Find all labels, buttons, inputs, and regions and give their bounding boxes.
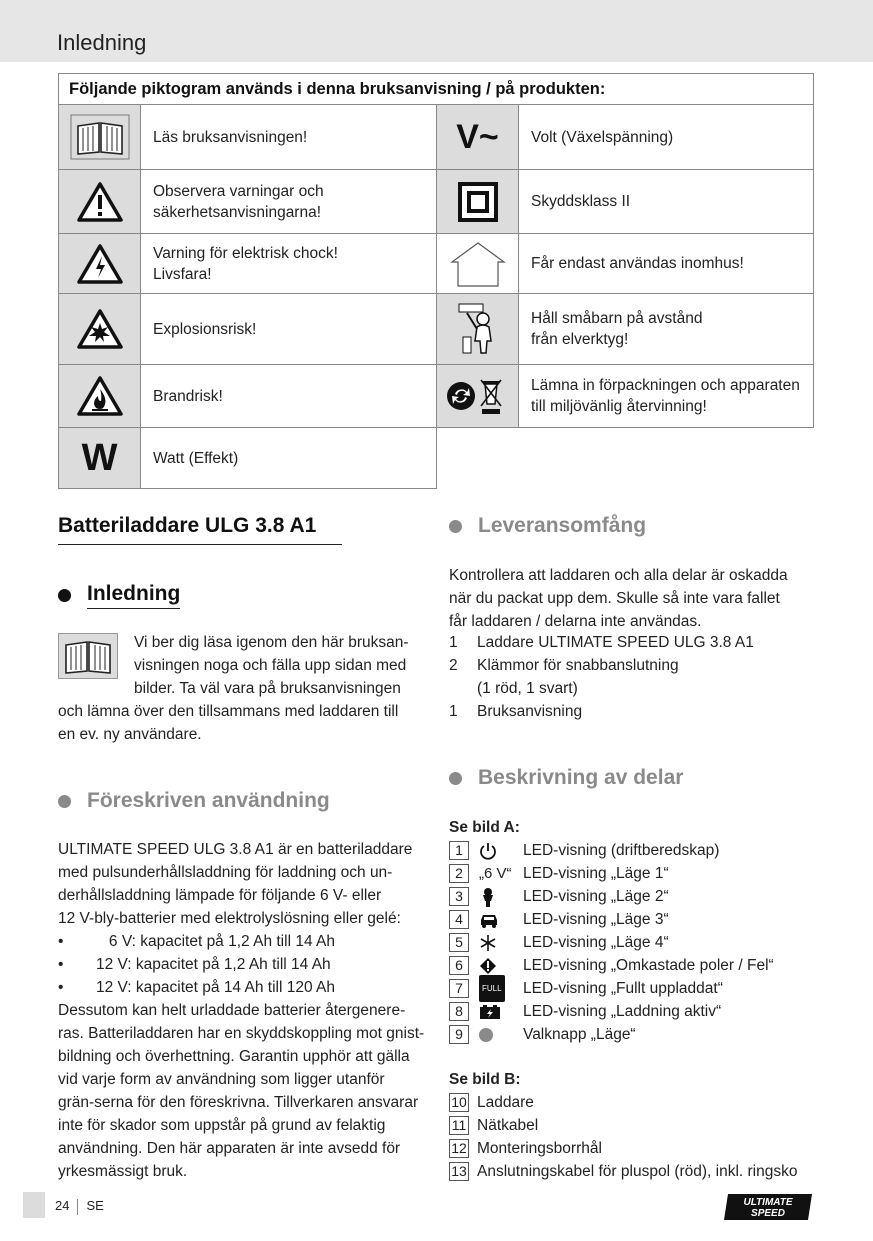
pictogram-text: Får endast användas inomhus! xyxy=(531,255,744,272)
part-row xyxy=(449,885,849,908)
part-row xyxy=(449,1000,849,1023)
battery-full-icon xyxy=(477,975,523,1002)
intro-text-indented: Vi ber dig läsa igenom den här bruksan- visningen noga och fälla upp sidan med bilder. Ta väl vara på bruksanvisningen xyxy=(134,634,409,697)
warning-triangle-icon xyxy=(58,169,141,234)
pictogram-text: Volt (Växelspänning) xyxy=(531,128,674,146)
parts-b-list xyxy=(449,1091,869,1183)
list-item-text: Bruksanvisning xyxy=(477,703,583,720)
page-number: 24 xyxy=(55,1198,70,1213)
part-number: 2 xyxy=(449,864,469,883)
power-icon xyxy=(477,842,523,860)
alert-icon xyxy=(477,957,523,975)
part-text: LED-visning „Omkastade poler / Fel“ xyxy=(523,957,774,974)
part-number: 4 xyxy=(449,910,469,929)
pictogram-text: Varning för elektrisk chock! Livsfara! xyxy=(153,244,338,283)
volt-ac-icon xyxy=(436,104,519,170)
pictogram-heading: Följande piktogram används i denna bruksanvisning / på produkten: xyxy=(58,73,814,105)
pictogram-text: Brandrisk! xyxy=(153,387,223,405)
explosion-icon xyxy=(58,293,141,365)
part-number: 6 xyxy=(449,956,469,975)
part-text: LED-visning „Läge 3“ xyxy=(523,911,669,928)
scope-heading-text: Leveransomfång xyxy=(478,514,647,537)
fire-icon xyxy=(58,364,141,428)
parts-heading-text: Beskrivning av delar xyxy=(478,766,684,789)
scope-heading xyxy=(449,514,646,538)
pictogram-row xyxy=(58,169,814,234)
bullet-dot-icon xyxy=(449,772,462,785)
list-item-text: 6 V: kapacitet på 1,2 Ah till 14 Ah xyxy=(96,933,335,950)
part-number: 1 xyxy=(449,841,469,860)
list-number: 2 xyxy=(449,657,458,674)
list-item xyxy=(449,654,829,677)
page-title: Inledning xyxy=(57,30,147,55)
part-number: 3 xyxy=(449,887,469,906)
capacity-list xyxy=(58,930,438,999)
pictogram-text: Skyddsklass II xyxy=(531,193,631,210)
figure-a-label: Se bild A: xyxy=(449,819,520,836)
part-row xyxy=(449,1137,869,1160)
scope-list xyxy=(449,631,829,723)
list-number: 1 xyxy=(449,634,458,651)
list-item-text: Klämmor för snabbanslutning xyxy=(477,657,679,674)
part-number: 10 xyxy=(449,1093,469,1112)
recycling-icon xyxy=(436,364,519,428)
full-label: FULL xyxy=(479,975,505,1002)
watt-symbol: W xyxy=(81,436,118,479)
intended-use-heading xyxy=(58,789,330,813)
ultimate-speed-logo xyxy=(722,1192,814,1222)
child-icon xyxy=(436,293,519,365)
list-item-text: 12 V: kapacitet på 1,2 Ah till 14 Ah xyxy=(96,956,331,973)
intro-text: och lämna över den tillsammans med laddaren till en ev. ny användare. xyxy=(58,703,399,743)
part-number: 5 xyxy=(449,933,469,952)
parts-a-list xyxy=(449,839,849,1046)
part-row xyxy=(449,1160,869,1183)
volt-symbol: V~ xyxy=(456,117,499,156)
language-code: SE xyxy=(86,1198,104,1213)
part-number: 12 xyxy=(449,1139,469,1158)
car-icon xyxy=(477,912,523,928)
pictogram-row xyxy=(58,233,814,294)
footer-marker xyxy=(23,1192,45,1218)
part-text: Valknapp „Läge“ xyxy=(523,1026,636,1043)
bullet-dot-icon xyxy=(449,520,462,533)
part-text: LED-visning „Läge 2“ xyxy=(523,888,669,905)
part-number: 7 xyxy=(449,979,469,998)
list-item-text: Laddare ULTIMATE SPEED ULG 3.8 A1 xyxy=(477,634,754,651)
bullet-dot-icon xyxy=(58,795,71,808)
part-row xyxy=(449,1091,869,1114)
part-number: 11 xyxy=(449,1116,469,1135)
list-item-text: (1 röd, 1 svart) xyxy=(477,680,578,697)
part-text: Laddare xyxy=(477,1094,534,1111)
part-number: 8 xyxy=(449,1002,469,1021)
part-row xyxy=(449,908,849,931)
intended-use-heading-text: Föreskriven användning xyxy=(87,789,330,812)
list-item xyxy=(449,677,829,700)
list-number: 1 xyxy=(449,703,458,720)
list-item xyxy=(449,631,829,654)
part-row xyxy=(449,954,849,977)
pictogram-row xyxy=(58,293,814,365)
part-row xyxy=(449,839,849,862)
logo-line2: SPEED xyxy=(751,1208,785,1219)
list-item-text: 12 V: kapacitet på 14 Ah till 120 Ah xyxy=(96,979,335,996)
part-text: LED-visning „Laddning aktiv“ xyxy=(523,1003,722,1020)
list-item xyxy=(58,976,438,999)
pictogram-text: Observera varningar och säkerhetsanvisningarna! xyxy=(153,182,324,221)
scope-text: Kontrollera att laddaren och alla delar är oskadda när du packat upp dem. Skulle så inte vara fallet får laddaren / delarna inte användas. xyxy=(449,567,788,630)
battery-charging-icon xyxy=(477,1004,523,1020)
watt-icon xyxy=(58,427,141,489)
pictogram-text: Watt (Effekt) xyxy=(153,449,239,467)
intro-heading xyxy=(58,582,180,609)
list-item xyxy=(58,953,438,976)
pictogram-row xyxy=(58,427,437,489)
book-icon xyxy=(58,104,141,170)
pictogram-text: Lämna in förpackningen och apparaten till miljövänlig återvinning! xyxy=(531,377,800,415)
house-icon xyxy=(436,233,519,294)
electric-shock-icon xyxy=(58,233,141,294)
product-title: Batteriladdare ULG 3.8 A1 xyxy=(58,514,342,545)
list-item xyxy=(449,700,829,723)
part-row xyxy=(449,977,849,1000)
bullet-mark: • xyxy=(58,979,64,996)
pictogram-row xyxy=(58,104,814,170)
part-text: Monteringsborrhål xyxy=(477,1140,602,1157)
figure-b-label: Se bild B: xyxy=(449,1071,521,1088)
motorbike-icon xyxy=(477,887,523,907)
bullet-dot-icon xyxy=(58,589,71,602)
intended-use-para2: Dessutom kan helt urladdade batterier återgenere- ras. Batteriladdaren har en skyddskoppling mot gnist- bildning och överhettning. Garantin upphör att gälla vid varje form av användning som ligger utanför grän-serna för den föreskrivna. Tillverkaren ansvarar inte för skador som uppstår på grund av felaktig användning. Den här apparaten är inte avsedd för yrkesmässigt bruk. xyxy=(58,1002,425,1180)
pictogram-text: Håll småbarn på avstånd från elverktyg! xyxy=(531,310,703,348)
part-text: Nätkabel xyxy=(477,1117,539,1134)
pictogram-text: Explosionsrisk! xyxy=(153,320,257,338)
pictogram-row xyxy=(58,364,814,428)
part-text: LED-visning „Fullt uppladdat“ xyxy=(523,980,723,997)
6v-label: „6 V“ xyxy=(479,865,512,882)
part-text: LED-visning (driftberedskap) xyxy=(523,842,720,859)
parts-heading xyxy=(449,766,683,790)
part-text: Anslutningskabel för pluspol (röd), inkl. ringsko xyxy=(477,1163,798,1180)
footer xyxy=(55,1198,104,1215)
button-dot-icon xyxy=(477,1028,523,1042)
bullet-mark: • xyxy=(58,933,64,950)
part-row xyxy=(449,1023,849,1046)
part-row xyxy=(449,931,849,954)
logo-line1: ULTIMATE xyxy=(743,1197,793,1208)
part-text: LED-visning „Läge 4“ xyxy=(523,934,669,951)
intended-use-para1: ULTIMATE SPEED ULG 3.8 A1 är en batteriladdare med pulsunderhållsladdning för laddning och un- derhållsladdning lämpade för följande 6 V- eller 12 V-bly-batterier med elektrolyslösning eller gelé: xyxy=(58,841,413,927)
part-text: LED-visning „Läge 1“ xyxy=(523,865,669,882)
part-number: 13 xyxy=(449,1162,469,1181)
bullet-mark: • xyxy=(58,956,64,973)
header-bar xyxy=(0,0,873,62)
part-row xyxy=(449,1114,869,1137)
protection-class-icon xyxy=(436,169,519,234)
part-row xyxy=(449,862,849,885)
snowflake-icon xyxy=(477,934,523,952)
intro-heading-text: Inledning xyxy=(87,582,180,609)
pictogram-text: Läs bruksanvisningen! xyxy=(153,128,308,146)
book-icon xyxy=(58,633,118,679)
list-item xyxy=(58,930,438,953)
pictogram-table xyxy=(58,73,814,489)
part-number: 9 xyxy=(449,1025,469,1044)
